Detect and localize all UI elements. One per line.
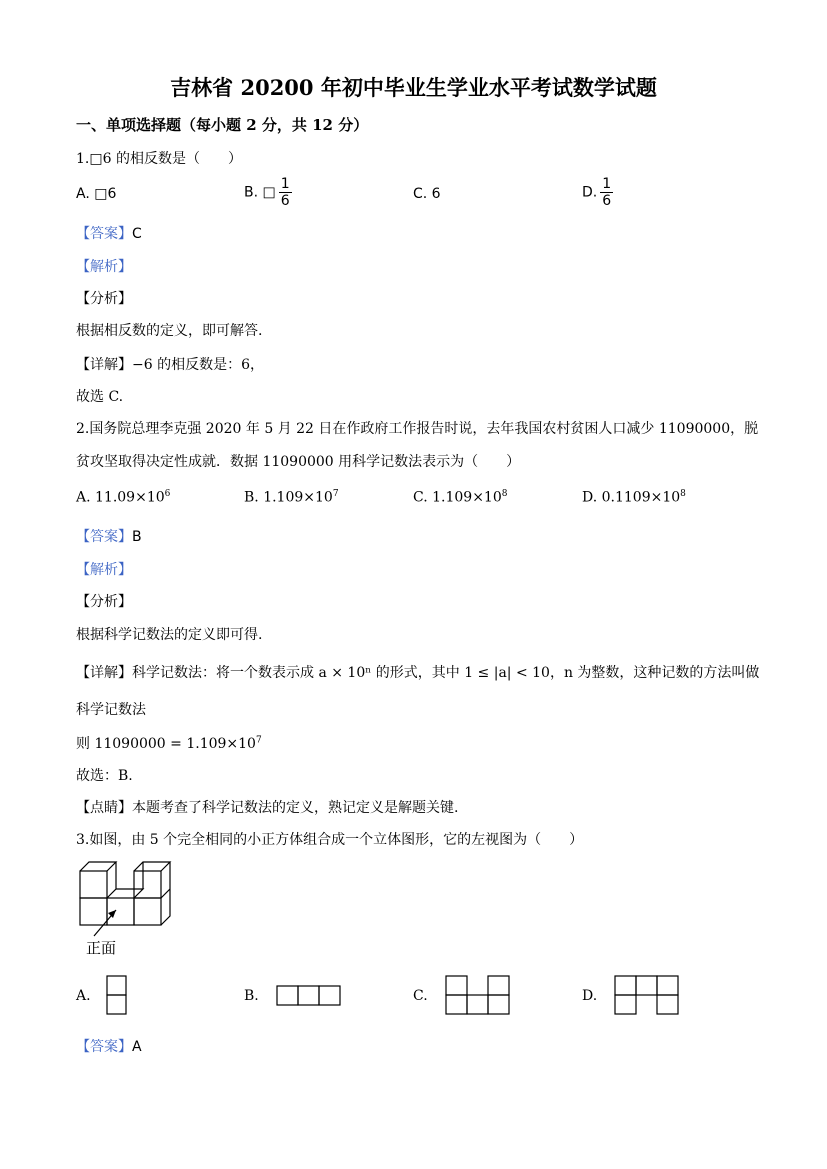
q1-option-b-fraction xyxy=(279,176,292,209)
q1-option-b xyxy=(244,176,292,209)
q1-answer-value: C xyxy=(132,226,142,242)
q2-option-d-text: D. 0.1109×10 xyxy=(582,489,681,506)
q1-option-d-fraction xyxy=(600,176,613,209)
q3-option-c-figure xyxy=(445,975,511,1017)
q1-option-d-denominator: 6 xyxy=(602,193,612,209)
q2-option-c-exp: 8 xyxy=(501,489,508,499)
q2-option-c-text: C. 1.109×10 xyxy=(413,489,502,506)
page-title: 吉林省 20200 年初中毕业生学业水平考试数学试题 xyxy=(170,75,657,100)
q3-answer xyxy=(76,1036,142,1056)
q1-detail: 【详解】−6 的相反数是：6， xyxy=(76,357,264,373)
q2-answer-value: B xyxy=(132,529,142,545)
q2-fenxi-tag: 【分析】 xyxy=(76,594,132,610)
q2-option-a-exp: 6 xyxy=(164,489,171,499)
q1-option-d xyxy=(582,176,613,209)
q2-option-c xyxy=(413,489,507,506)
q2-option-d xyxy=(582,489,686,506)
q1-stem: 1.□6 的相反数是（ ） xyxy=(76,151,242,167)
q2-option-b-text: B. 1.109×10 xyxy=(244,489,333,506)
q2-detail-line1: 【详解】科学记数法：将一个数表示成 a × 10ⁿ 的形式，其中 1 ≤ |a| < 10，n 为整数，这种记数的方法叫做 xyxy=(76,665,760,681)
q2-option-b xyxy=(244,489,339,506)
q3-stem: 3.如图，由 5 个完全相同的小正方体组合成一个立体图形，它的左视图为（ ） xyxy=(76,832,584,848)
q3-answer-value: A xyxy=(132,1039,142,1055)
q1-answer xyxy=(76,223,142,243)
q2-choose: 故选：B. xyxy=(76,768,133,784)
q2-analysis-tag: 【解析】 xyxy=(76,562,132,578)
q3-option-a-label: A. xyxy=(76,988,91,1004)
q2-stem-line2: 贫攻坚取得决定性成就．数据 11090000 用科学记数法表示为（ ） xyxy=(76,454,521,470)
q1-option-d-prefix: D. xyxy=(582,184,598,201)
q2-stem-line1: 2.国务院总理李克强 2020 年 5 月 22 日在作政府工作报告时说，去年我国农村贫困人口减少 11090000，脱 xyxy=(76,421,759,437)
q2-option-b-exp: 7 xyxy=(332,489,339,499)
q2-option-a-text: A. 11.09×10 xyxy=(76,489,165,506)
q2-option-d-exp: 8 xyxy=(680,489,686,499)
q1-fenxi-tag: 【分析】 xyxy=(76,291,132,307)
q1-answer-tag: 【答案】 xyxy=(76,226,132,242)
q1-option-c: C. 6 xyxy=(413,186,441,202)
q2-then xyxy=(76,733,262,753)
q2-answer xyxy=(76,526,142,546)
q3-answer-tag: 【答案】 xyxy=(76,1039,132,1055)
q2-then-text: 则 11090000 = 1.109×10 xyxy=(76,736,256,752)
q3-option-c-label: C. xyxy=(413,988,428,1004)
q3-option-d-figure xyxy=(614,975,680,1017)
q2-answer-tag: 【答案】 xyxy=(76,529,132,545)
q1-option-b-prefix: B. □ xyxy=(244,184,276,201)
q1-option-d-numerator: 1 xyxy=(602,176,612,192)
q2-detail-line2: 科学记数法 xyxy=(76,702,146,718)
q1-analysis-tag: 【解析】 xyxy=(76,259,132,275)
section-heading: 一、单项选择题（每小题 2 分，共 12 分） xyxy=(76,116,369,134)
q2-then-exp: 7 xyxy=(255,735,262,746)
q3-option-d-label: D. xyxy=(582,988,598,1004)
q3-option-b-figure xyxy=(276,985,342,1007)
q1-option-b-denominator: 6 xyxy=(280,193,290,209)
q3-option-b-label: B. xyxy=(244,988,259,1004)
q2-option-a xyxy=(76,489,170,506)
q2-comment: 【点睛】本题考查了科学记数法的定义，熟记定义是解题关键. xyxy=(76,800,459,816)
q1-option-b-numerator: 1 xyxy=(280,176,290,192)
q1-option-a: A. □6 xyxy=(76,186,117,202)
q1-fenxi-text: 根据相反数的定义，即可解答. xyxy=(76,323,263,339)
q2-fenxi-text: 根据科学记数法的定义即可得. xyxy=(76,627,263,643)
front-label: 正面 xyxy=(86,939,117,957)
arrow-head xyxy=(108,910,116,918)
q1-choose: 故选 C. xyxy=(76,389,124,405)
q3-option-a-figure xyxy=(106,975,128,1017)
